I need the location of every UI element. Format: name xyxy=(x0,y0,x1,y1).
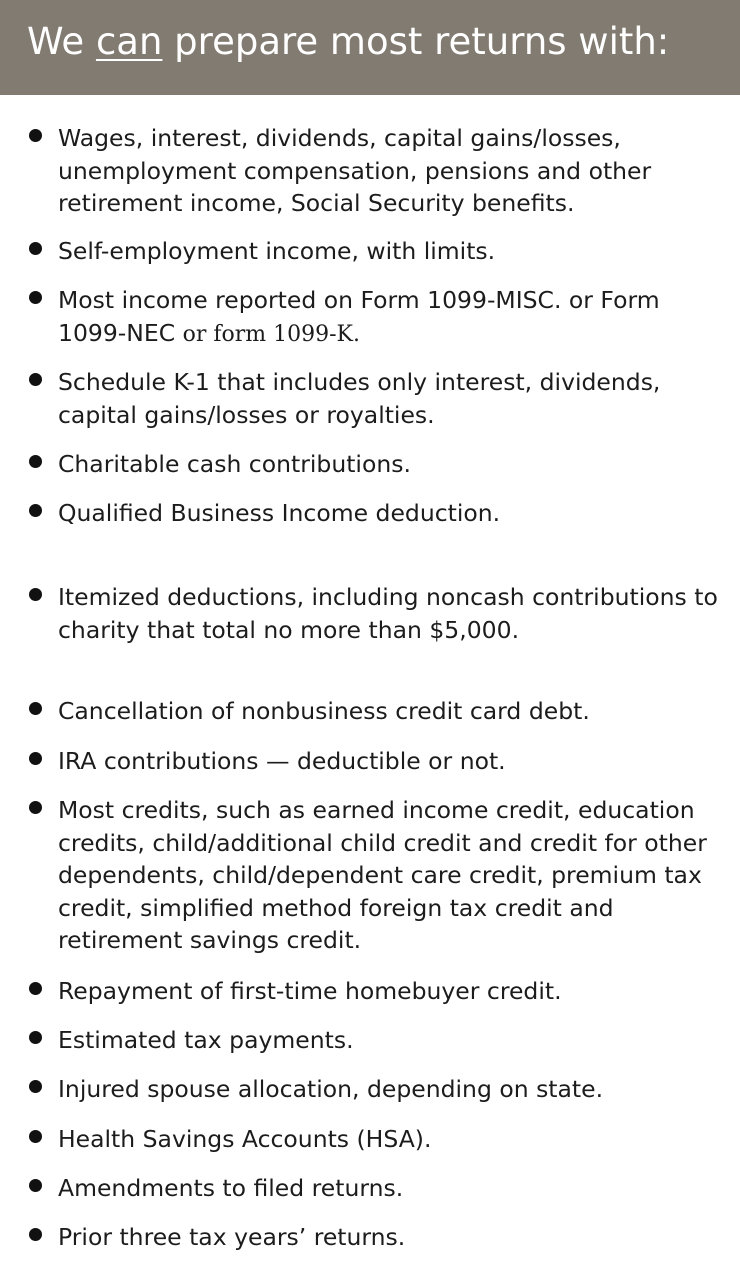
bullet-icon xyxy=(29,1031,42,1044)
bullet-icon xyxy=(29,129,42,142)
page-title xyxy=(0,0,740,95)
title-suffix: prepare most returns with: xyxy=(162,20,670,63)
list-item-text: Repayment of first-time homebuyer credit. xyxy=(58,977,562,1005)
list-item-text: Itemized deductions, including noncash contributions to charity that total no more than $5,000. xyxy=(58,583,718,644)
bullet-icon xyxy=(29,588,42,601)
title-prefix: We xyxy=(27,20,96,63)
list-item-text: Wages, interest, dividends, capital gains/losses, unemployment compensation, pensions and other retirement income, Social Security benefits. xyxy=(58,124,652,217)
list-item-text: Most credits, such as earned income credit, education credits, child/additional child credit and credit for other dependents, child/dependent care credit, premium tax credit, simplified method foreign tax credit and retirement savings credit. xyxy=(58,796,707,954)
bullet-icon xyxy=(29,1179,42,1192)
bullet-icon xyxy=(29,373,42,386)
bullet-icon xyxy=(29,752,42,765)
list-item-text: Self-employment income, with limits. xyxy=(58,237,496,265)
list-item-text: IRA contributions — deductible or not. xyxy=(58,747,506,775)
bullet-icon xyxy=(29,801,42,814)
bullet-icon xyxy=(29,1228,42,1241)
title-emphasis: can xyxy=(95,20,163,63)
list-item-text: Cancellation of nonbusiness credit card debt. xyxy=(58,697,590,725)
bullet-icon xyxy=(29,242,42,255)
list-item-text: Prior three tax years’ returns. xyxy=(58,1223,406,1251)
bullet-icon xyxy=(29,702,42,715)
list-item-text: Estimated tax payments. xyxy=(58,1026,354,1054)
list-item-text-wrap xyxy=(58,284,718,351)
list-item-text: Qualified Business Income deduction. xyxy=(58,499,501,527)
list-item-text: Injured spouse allocation, depending on state. xyxy=(58,1075,604,1103)
bullet-icon xyxy=(29,455,42,468)
bullet-icon xyxy=(29,982,42,995)
list-item-text: Schedule K-1 that includes only interest, dividends, capital gains/losses or royalties. xyxy=(58,368,661,429)
list-item-text-serif: or form 1099-K. xyxy=(182,321,360,347)
bullet-icon xyxy=(29,1130,42,1143)
list-item-text: Most income reported on Form 1099-MISC. or Form 1099-NEC xyxy=(58,286,660,347)
bullet-icon xyxy=(29,291,42,304)
list-item-text: Health Savings Accounts (HSA). xyxy=(58,1125,432,1153)
list-item-text: Amendments to filed returns. xyxy=(58,1174,404,1202)
bullet-icon xyxy=(29,504,42,517)
list-item-text: Charitable cash contributions. xyxy=(58,450,411,478)
bullet-icon xyxy=(29,1080,42,1093)
